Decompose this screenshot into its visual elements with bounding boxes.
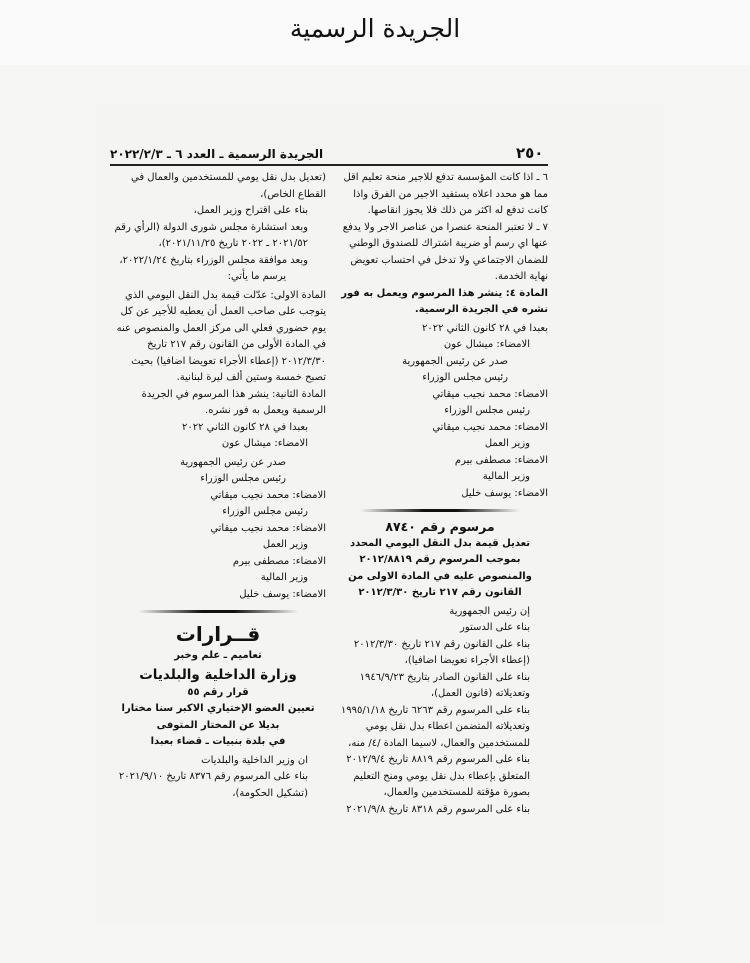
article: المادة الاولى: عدّلت قيمة بدل النقل اليومي الذي يتوجب على صاحب العمل أن يعطيه للأجير عن كل يوم حضوري فعلي الى مركز العمل والمنصوص عنه في المادة الأولى من القانون رقم ٢١٧ تاريخ ٢٠١٢/٣/٣٠ (إعطاء الأجراء تعويضا اضافيا) بحيث تصبح خمسة وستين ألف ليرة لبنانية. (116, 289, 326, 383)
role: رئيس مجلس الوزراء (200, 473, 286, 484)
paragraph: إن رئيس الجمهورية (449, 605, 530, 617)
paragraph: ٧ ـ لا تعتبر المنحة عنصرا من عناصر الاجر ولا يدفع عنها اي رسم أو ضريبة اشتراك للصندوق الوطني للضمان الاجتماعي ولا تدخل في احتساب تعويض نهاية الخدمة. (342, 221, 548, 282)
right-column (332, 170, 548, 818)
article: المادة ٤: ينشر هذا المرسوم ويعمل به فور نشره في الجريدة الرسمية. (341, 287, 548, 315)
left-column (110, 170, 326, 802)
paragraph: بناء على اقتراح وزير العمل، (193, 205, 308, 216)
app-banner (0, 0, 750, 65)
section-subtitle: تعاميم ـ علم وخبر (174, 650, 262, 661)
section-title: قــرارات (175, 622, 261, 646)
role: وزير العمل (484, 438, 530, 449)
paragraph: (تعديل بدل نقل يومي للمستخدمين والعمال في القطاع الخاص)، (131, 172, 326, 200)
banner-title: الجريدة الرسمية (289, 14, 461, 43)
decree-title: والمنصوص عليه في المادة الاولى من القانون رقم ٢١٧ تاريخ ٢٠١٢/٣/٣٠ (348, 570, 532, 598)
issuer: صدر عن رئيس الجمهورية (180, 456, 286, 468)
signature: الامضاء: مصطفى بيرم (232, 555, 326, 567)
signature: الامضاء: محمد نجيب ميقاتي (432, 421, 548, 433)
role: وزير المالية (260, 572, 308, 583)
paragraph: يرسم ما يأتي: (227, 271, 286, 282)
date-line: بعبدا في ٢٨ كانون الثاني ٢٠٢٢ (421, 322, 548, 334)
signature: الامضاء: محمد نجيب ميقاتي (210, 522, 326, 534)
page-header (110, 144, 548, 164)
paragraph: وبعد موافقة مجلس الوزراء بتاريخ ٢٠٢٢/١/٢٤، (119, 254, 308, 266)
role: وزير العمل (262, 539, 308, 550)
divider-ornament (138, 607, 298, 616)
paragraph: وبعد استشارة مجلس شورى الدولة (الرأي رقم ٢٠٢١/٥٢ ـ ٢٠٢٢ تاريخ ٢٠٢١/١١/٢٥)، (114, 221, 308, 249)
decree-title: تعديل قيمة بدل النقل اليومي المحدد بموجب المرسوم رقم ٢٠١٢/٨٨١٩ (349, 537, 531, 565)
ministry-title: وزارة الداخلية والبلديات (139, 666, 297, 683)
issue-title: الجريدة الرسمية ـ العدد ٦ ـ ٢٠٢٢/٢/٣ (110, 147, 324, 161)
divider-ornament (360, 506, 520, 515)
paragraph: بناء على القانون الصادر بتاريخ ١٩٤٦/٩/٢٣ وتعديلاته (قانون العمل)، (359, 671, 530, 699)
signature: الامضاء: محمد نجيب ميقاتي (210, 489, 326, 501)
issuer: صدر عن رئيس الجمهورية (402, 355, 508, 367)
role: رئيس مجلس الوزراء (422, 372, 508, 383)
paragraph: بناء على المرسوم رقم ٨٨١٩ تاريخ ٢٠١٢/٩/٤ المتعلق بإعطاء بدل نقل يومي ومنح التعليم بصورة مؤقتة للمستخدمين والعمال، (346, 754, 530, 798)
article: المادة الثانية: ينشر هذا المرسوم في الجريدة الرسمية ويعمل به فور نشره. (141, 388, 326, 416)
paragraph: ٦ ـ اذا كانت المؤسسة تدفع للاجير منحة تعليم اقل مما هو محدد اعلاه يستفيد الاجير من الفرق واذا كانت تدفع له اكثر من ذلك فلا يجوز انقاصها. (343, 172, 548, 216)
signature: الامضاء: ميشال عون (443, 339, 530, 350)
paragraph: بناء على القانون رقم ٢١٧ تاريخ ٢٠١٢/٣/٣٠ (إعطاء الأجراء تعويضا اضافيا)، (353, 638, 530, 666)
decree-number: مرسوم رقم ٨٧٤٠ (385, 519, 495, 534)
paragraph: بناء على المرسوم رقم ٦٢٦٣ تاريخ ١٩٩٥/١/١٨ وتعديلاته المتضمن اعطاء بدل نقل يومي للمستخدمين والعمال، لاسيما المادة /٤/ منه، (340, 704, 530, 749)
signature: الامضاء: مصطفى بيرم (454, 454, 548, 466)
signature: الامضاء: محمد نجيب ميقاتي (432, 388, 548, 400)
date-line: بعبدا في ٢٨ كانون الثاني ٢٠٢٢ (181, 421, 308, 433)
role: رئيس مجلس الوزراء (222, 506, 308, 517)
signature: الامضاء: يوسف خليل (461, 487, 548, 499)
paragraph: ان وزير الداخلية والبلديات (201, 754, 308, 766)
decision-title: في بلدة بنبيات ـ قضاء بعبدا (150, 736, 286, 747)
role: رئيس مجلس الوزراء (444, 405, 530, 416)
signature: الامضاء: ميشال عون (221, 438, 308, 449)
decision-number: قرار رقم ٥٥ (187, 686, 249, 698)
role: وزير المالية (482, 471, 530, 482)
page-number: ٢٥٠ (516, 144, 544, 162)
paragraph: بناء على المرسوم رقم ٨٣١٨ تاريخ ٢٠٢١/٩/٨ (346, 803, 530, 815)
signature: الامضاء: يوسف خليل (239, 588, 326, 600)
header-rule (110, 164, 548, 166)
paragraph: بناء على الدستور (460, 622, 530, 633)
decision-title: تعيين العضو الإختياري الاكبر سنا مختارا بديلا عن المختار المتوفى (121, 703, 315, 731)
paragraph: بناء على المرسوم رقم ٨٣٧٦ تاريخ ٢٠٢١/٩/١٠ (تشكيل الحكومة)، (118, 771, 308, 799)
